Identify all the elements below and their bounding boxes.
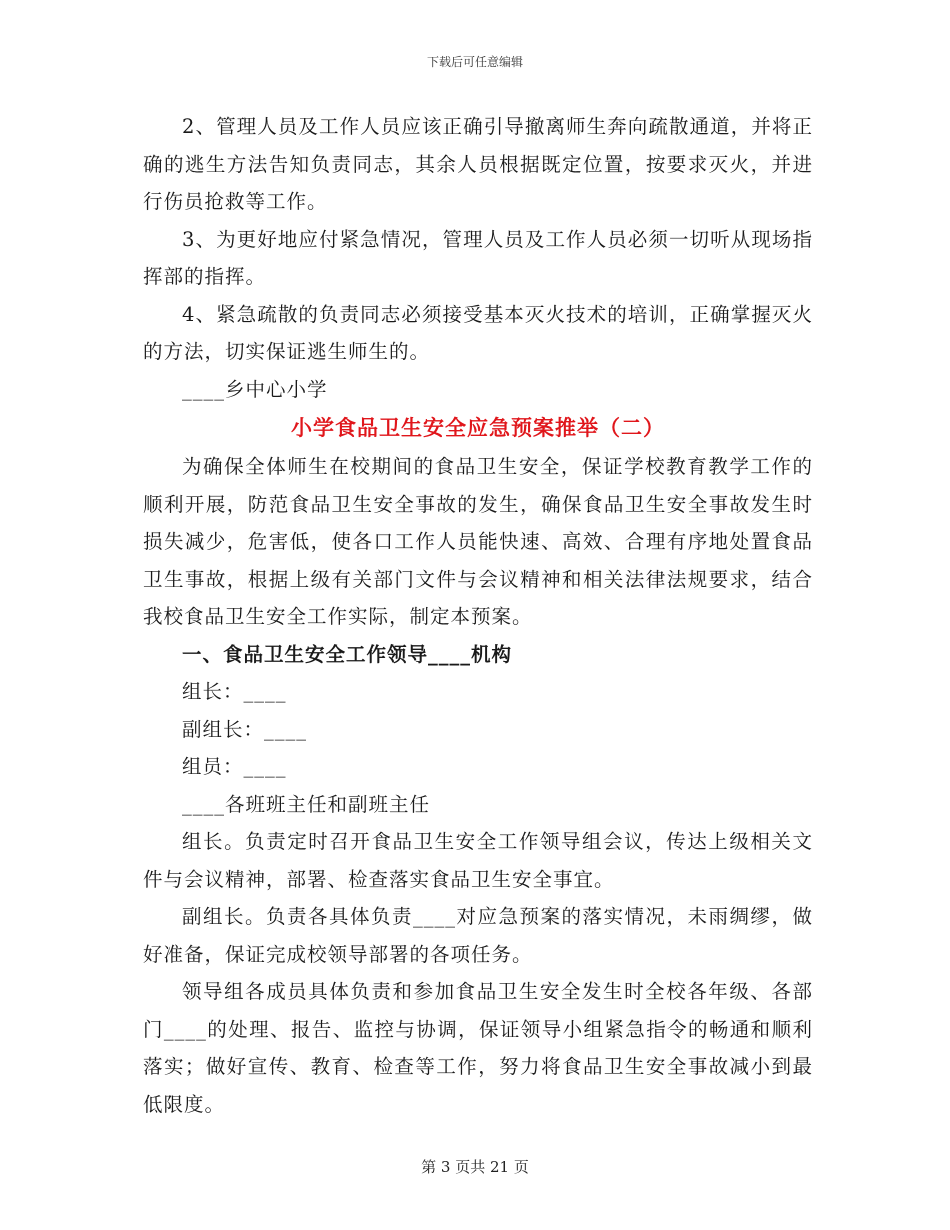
- deputy-duty-paragraph: 副组长。负责各具体负责____对应急预案的落实情况，未雨绸缪，做好准备，保证完成校领导部署的各项任务。: [143, 905, 813, 966]
- leader-duty-paragraph: 组长。负责定时召开食品卫生安全工作领导组会议，传达上级相关文件与会议精神，部署、检查落实食品卫生安全事宜。: [143, 830, 813, 891]
- deputy-leader-line: 副组长：____: [182, 717, 308, 741]
- document-body: [143, 108, 813, 1123]
- members-duty-paragraph: 领导组各成员具体负责和参加食品卫生安全发生时全校各年级、各部门____的处理、报告、监控与协调，保证领导小组紧急指令的畅通和顺利落实；做好宣传、教育、检查等工作，努力将食品卫生安全事故减小到最低限度。: [143, 980, 813, 1116]
- leader-line: 组长：____: [182, 680, 287, 703]
- paragraph-item-4: 4、紧急疏散的负责同志必须接受基本灭火技术的培训，正确掌握灭火的方法，切实保证逃生师生的。: [143, 302, 813, 363]
- member-line: 组员：____: [182, 755, 287, 778]
- page-footer: 第 3 页共 21 页: [421, 1158, 529, 1176]
- paragraph-item-3: 3、为更好地应付紧急情况，管理人员及工作人员必须一切听从现场指挥部的指挥。: [143, 227, 813, 288]
- section-title: 小学食品卫生安全应急预案推举（二）: [291, 415, 665, 440]
- paragraph-item-2: 2、管理人员及工作人员应该正确引导撤离师生奔向疏散通道，并将正确的逃生方法告知负责同志，其余人员根据既定位置，按要求灭火，并进行伤员抢救等工作。: [143, 115, 813, 213]
- intro-paragraph: 为确保全体师生在校期间的食品卫生安全，保证学校教育教学工作的顺利开展，防范食品卫生安全事故的发生，确保食品卫生安全事故发生时损失减少，危害低，使各口工作人员能快速、高效、合理有序地处置食品卫生事故，根据上级有关部门文件与会议精神和相关法律法规要求，结合我校食品卫生安全工作实际，制定本预案。: [143, 455, 813, 628]
- section-heading: 一、食品卫生安全工作领导____机构: [182, 642, 513, 666]
- school-signature: ____乡中心小学: [182, 377, 328, 401]
- class-teachers-line: ____各班班主任和副班主任: [182, 792, 431, 816]
- page-header: 下载后可任意编辑: [426, 55, 523, 69]
